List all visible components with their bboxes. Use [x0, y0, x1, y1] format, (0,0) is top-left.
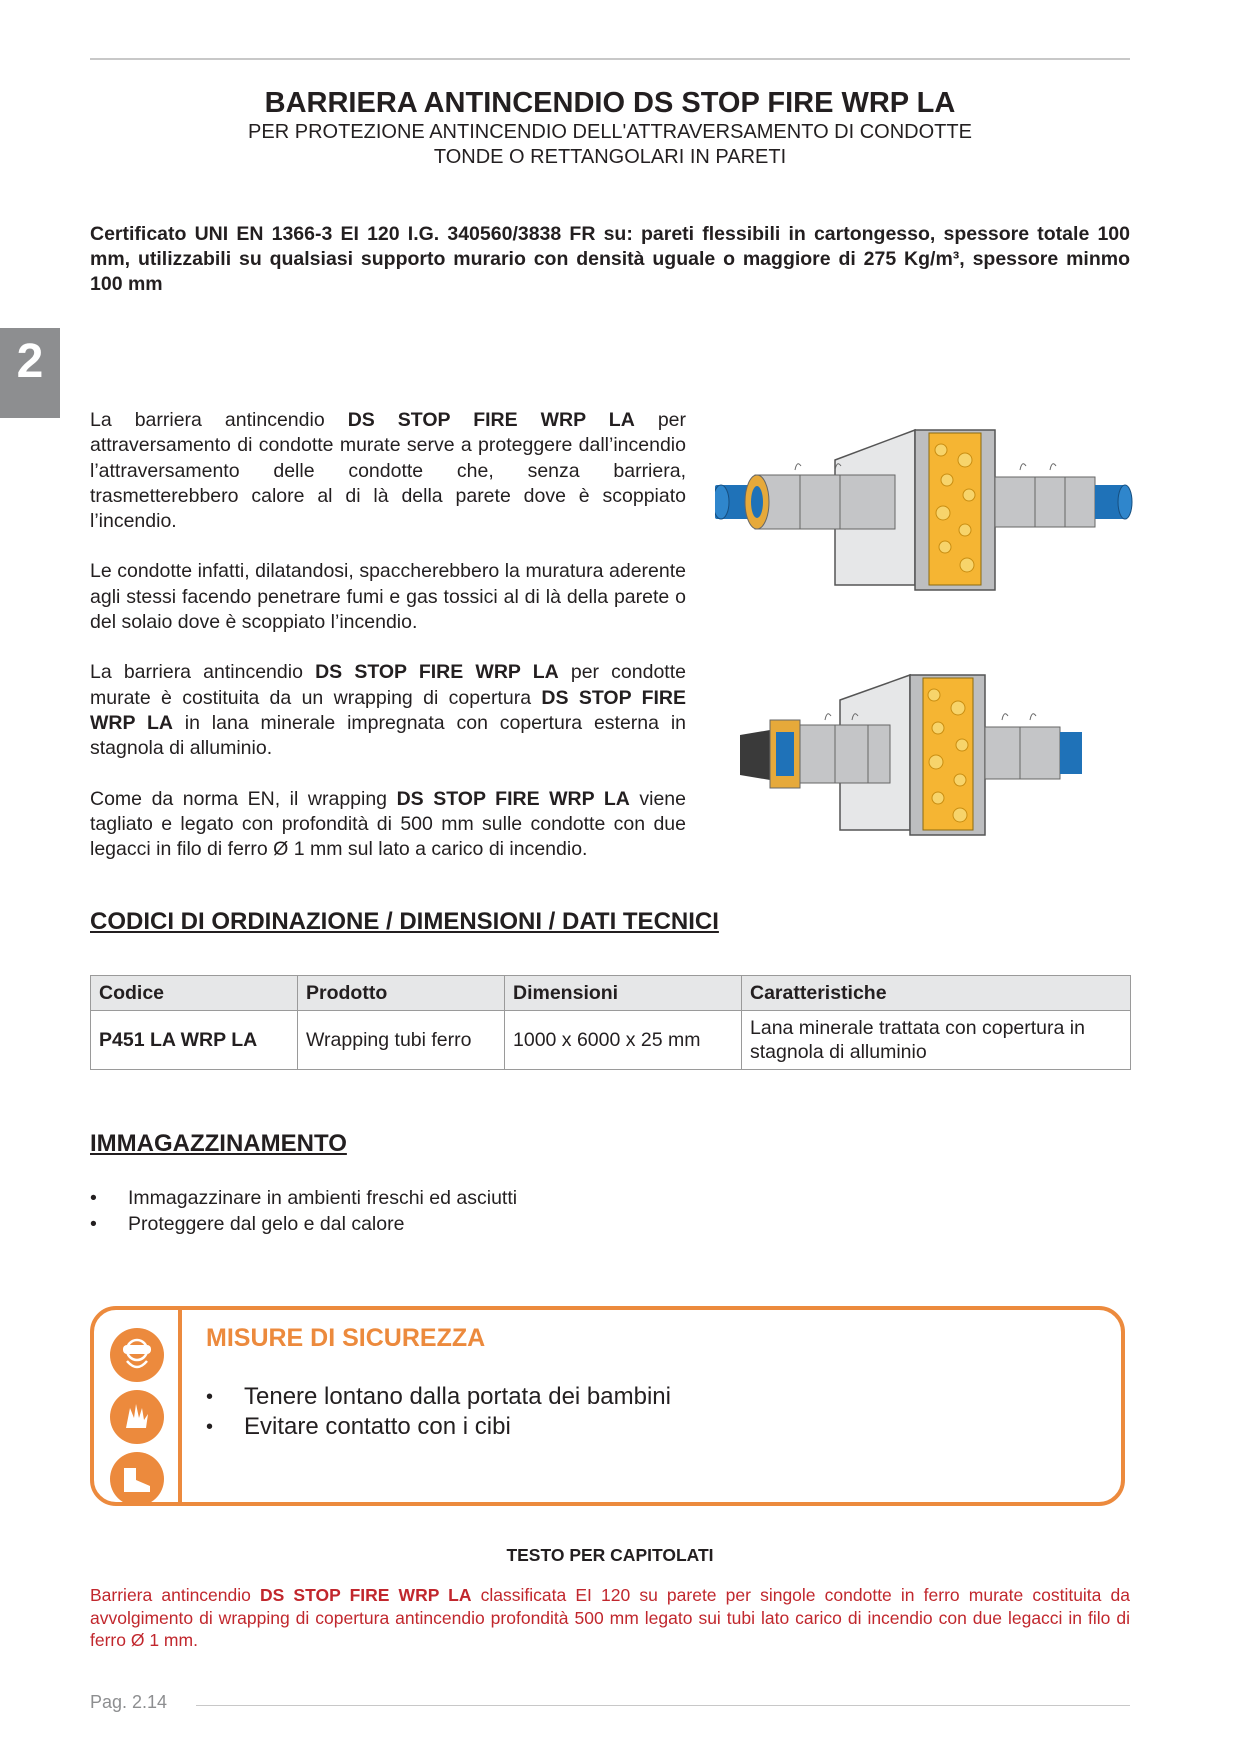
paragraph-2: Le condotte infatti, dilatandosi, spaccherebbero la muratura aderente agli stessi facendo penetrare fumi e gas tossici al di là della parete o del solaio dove è scoppiato l’incendio.	[90, 560, 686, 634]
gloves-icon	[110, 1390, 164, 1444]
table-cell: 1000 x 6000 x 25 mm	[505, 1011, 742, 1070]
round-pipe-illustration	[715, 425, 1135, 600]
chapter-tab	[0, 328, 60, 418]
page-header	[90, 86, 1130, 170]
safety-title: MISURE DI SICUREZZA	[206, 1324, 486, 1352]
page-title: BARRIERA ANTINCENDIO DS STOP FIRE WRP LA	[264, 87, 956, 119]
safety-box	[90, 1306, 1125, 1506]
page-subtitle-line1: PER PROTEZIONE ANTINCENDIO DELL'ATTRAVERSAMENTO DI CONDOTTE	[248, 121, 972, 143]
codes-table	[90, 975, 1131, 1070]
column-header: Codice	[91, 976, 298, 1011]
safety-icon-column	[94, 1310, 182, 1502]
paragraph-4: Come da norma EN, il wrapping DS STOP FIRE WRP LA viene tagliato e legato con profondità di 500 mm sulle condotte con due legacci in filo di ferro Ø 1 mm sul lato a carico di incendio.	[90, 787, 686, 861]
goggles-icon	[110, 1328, 164, 1382]
certification-text: Certificato UNI EN 1366-3 EI 120 I.G. 340560/3838 FR su: pareti flessibili in cartongesso, spessore totale 100 mm, utilizzabili su qualsiasi supporto murario con densità uguale o maggiore di 275 Kg/m³, spessore minmo 100 mm	[90, 223, 1130, 295]
codes-section-title: CODICI DI ORDINAZIONE / DIMENSIONI / DATI TECNICI	[90, 908, 719, 935]
column-header: Prodotto	[298, 976, 505, 1011]
page-subtitle-line2: TONDE O RETTANGOLARI IN PARETI	[433, 146, 787, 168]
safety-boots-icon	[110, 1452, 164, 1506]
page-number: Pag. 2.14	[90, 1692, 168, 1712]
table-row	[91, 1011, 1131, 1070]
top-rule	[90, 58, 1130, 60]
footer-rule	[196, 1705, 1130, 1706]
chapter-number: 2	[16, 335, 44, 388]
table-header-row	[91, 976, 1131, 1011]
paragraph-3: La barriera antincendio DS STOP FIRE WRP LA per condotte murate è costituita da un wrapping di copertura DS STOP FIRE WRP LA in lana minerale impregnata con copertura esterna in stagnola di alluminio.	[90, 661, 686, 760]
capitolati-title: TESTO PER CAPITOLATI	[506, 1545, 714, 1565]
column-header: Caratteristiche	[742, 976, 1131, 1011]
list-item: • Evitare contatto con i cibi	[206, 1412, 671, 1442]
list-item: • Immagazzinare in ambienti freschi ed asciutti	[90, 1185, 517, 1211]
table-cell: P451 LA WRP LA	[91, 1011, 298, 1070]
rectangular-duct-illustration	[740, 670, 1100, 845]
table-cell: Wrapping tubi ferro	[298, 1011, 505, 1070]
list-item: • Tenere lontano dalla portata dei bambini	[206, 1382, 671, 1412]
list-item: • Proteggere dal gelo e dal calore	[90, 1211, 517, 1237]
capitolati-text: Barriera antincendio DS STOP FIRE WRP LA classificata EI 120 su parete per singole condotte in ferro murate costituita da avvolgimento di wrapping di copertura antincendio profondità 500 mm legato sui tubi lato carico di incendio con due legacci in filo di ferro Ø 1 mm.	[90, 1585, 1130, 1650]
storage-list	[90, 1185, 517, 1237]
storage-section-title: IMMAGAZZINAMENTO	[90, 1130, 347, 1157]
column-header: Dimensioni	[505, 976, 742, 1011]
paragraph-1: La barriera antincendio DS STOP FIRE WRP LA per attraversamento di condotte murate serve a proteggere dall’incendio l’attraversamento delle condotte che, senza barriera, trasmetterebbero calore al di là della parete dove è scoppiato l’incendio.	[90, 409, 686, 533]
table-cell: Lana minerale trattata con copertura in stagnola di alluminio	[742, 1011, 1131, 1070]
safety-list	[206, 1382, 671, 1442]
description	[90, 408, 686, 887]
